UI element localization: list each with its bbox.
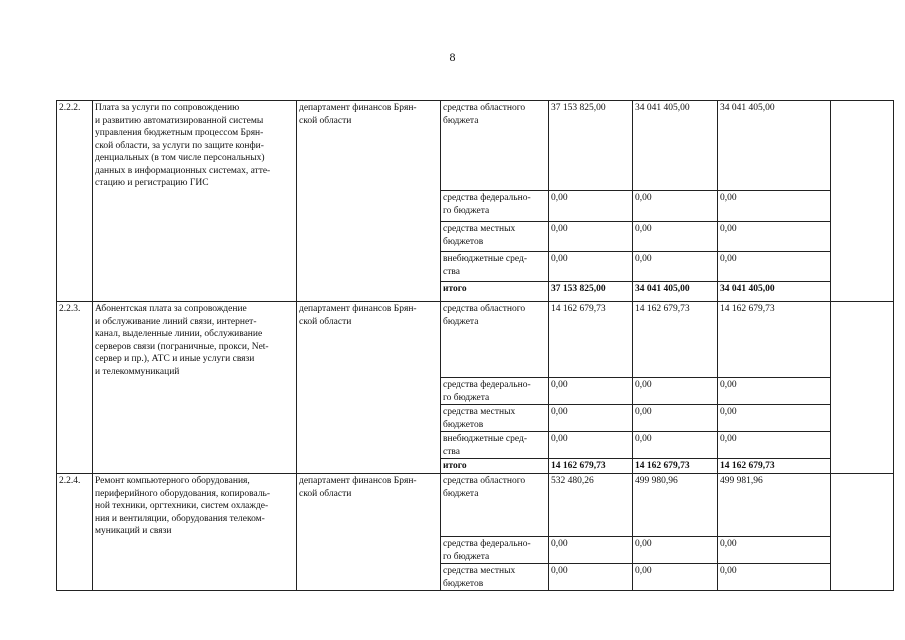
funding-source: внебюджетные сред- ства — [441, 252, 549, 282]
empty-cell — [831, 101, 894, 302]
item-description: Абонентская плата за сопровождение и обслуживание линий связи, интернет- канал, выделенные линии, обслуживание серверов связи (пограничные, прокси, Net- сервер и пр.), АТС и иные услуги связи и телекоммуникаций — [93, 302, 297, 474]
item-number: 2.2.4. — [57, 474, 93, 591]
total-year-1: 14 162 679,73 — [549, 459, 633, 474]
item-description: Плата за услуги по сопровождению и развитию автоматизированной системы управления бюджетным процессом Брян- ской области, за услуги по защите конфи- денциальных (в том числе персональных) данных в информационных системах, атте- стацию и регистрацию ГИС — [93, 101, 297, 302]
funding-source: средства областного бюджета — [441, 101, 549, 191]
amount-year-2: 0,00 — [633, 537, 718, 564]
funding-source: средства областного бюджета — [441, 474, 549, 537]
amount-year-1: 0,00 — [549, 252, 633, 282]
amount-year-1: 0,00 — [549, 564, 633, 591]
empty-cell — [831, 302, 894, 474]
amount-year-3: 0,00 — [718, 222, 831, 252]
amount-year-2: 0,00 — [633, 564, 718, 591]
funding-source: средства местных бюджетов — [441, 405, 549, 432]
amount-year-1: 14 162 679,73 — [549, 302, 633, 378]
amount-year-3: 0,00 — [718, 405, 831, 432]
amount-year-1: 0,00 — [549, 222, 633, 252]
amount-year-2: 499 980,96 — [633, 474, 718, 537]
amount-year-3: 0,00 — [718, 564, 831, 591]
amount-year-2: 0,00 — [633, 378, 718, 405]
total-label: итого — [441, 459, 549, 474]
amount-year-3: 34 041 405,00 — [718, 101, 831, 191]
amount-year-2: 0,00 — [633, 405, 718, 432]
table-row — [57, 302, 894, 378]
amount-year-1: 0,00 — [549, 191, 633, 222]
table-row — [57, 101, 894, 191]
amount-year-1: 0,00 — [549, 405, 633, 432]
funding-source: средства местных бюджетов — [441, 564, 549, 591]
total-year-3: 14 162 679,73 — [718, 459, 831, 474]
item-number: 2.2.3. — [57, 302, 93, 474]
amount-year-2: 14 162 679,73 — [633, 302, 718, 378]
total-year-3: 34 041 405,00 — [718, 282, 831, 302]
amount-year-2: 34 041 405,00 — [633, 101, 718, 191]
amount-year-2: 0,00 — [633, 191, 718, 222]
funding-source: внебюджетные сред- ства — [441, 432, 549, 459]
amount-year-1: 532 480,26 — [549, 474, 633, 537]
amount-year-3: 499 981,96 — [718, 474, 831, 537]
amount-year-3: 0,00 — [718, 378, 831, 405]
amount-year-3: 0,00 — [718, 191, 831, 222]
item-executor: департамент финансов Брян- ской области — [297, 101, 441, 302]
amount-year-1: 0,00 — [549, 378, 633, 405]
amount-year-2: 0,00 — [633, 222, 718, 252]
amount-year-1: 0,00 — [549, 537, 633, 564]
total-year-1: 37 153 825,00 — [549, 282, 633, 302]
budget-table — [56, 100, 894, 591]
total-year-2: 14 162 679,73 — [633, 459, 718, 474]
funding-source: средства федерально- го бюджета — [441, 191, 549, 222]
empty-cell — [831, 474, 894, 591]
funding-source: средства федерально- го бюджета — [441, 378, 549, 405]
total-label: итого — [441, 282, 549, 302]
amount-year-2: 0,00 — [633, 432, 718, 459]
page-number: 8 — [449, 50, 456, 64]
amount-year-3: 0,00 — [718, 432, 831, 459]
amount-year-3: 14 162 679,73 — [718, 302, 831, 378]
budget-table-body — [57, 101, 894, 591]
item-executor: департамент финансов Брян- ской области — [297, 474, 441, 591]
funding-source: средства местных бюджетов — [441, 222, 549, 252]
amount-year-1: 37 153 825,00 — [549, 101, 633, 191]
table-row — [57, 474, 894, 537]
item-number: 2.2.2. — [57, 101, 93, 302]
funding-source: средства областного бюджета — [441, 302, 549, 378]
item-executor: департамент финансов Брян- ской области — [297, 302, 441, 474]
amount-year-1: 0,00 — [549, 432, 633, 459]
item-description: Ремонт компьютерного оборудования, периферийного оборудования, копироваль- ной техники, оргтехники, систем охлажде- ния и вентиляции, оборудования телеком- муникаций и связи — [93, 474, 297, 591]
amount-year-3: 0,00 — [718, 537, 831, 564]
amount-year-3: 0,00 — [718, 252, 831, 282]
total-year-2: 34 041 405,00 — [633, 282, 718, 302]
funding-source: средства федерально- го бюджета — [441, 537, 549, 564]
amount-year-2: 0,00 — [633, 252, 718, 282]
